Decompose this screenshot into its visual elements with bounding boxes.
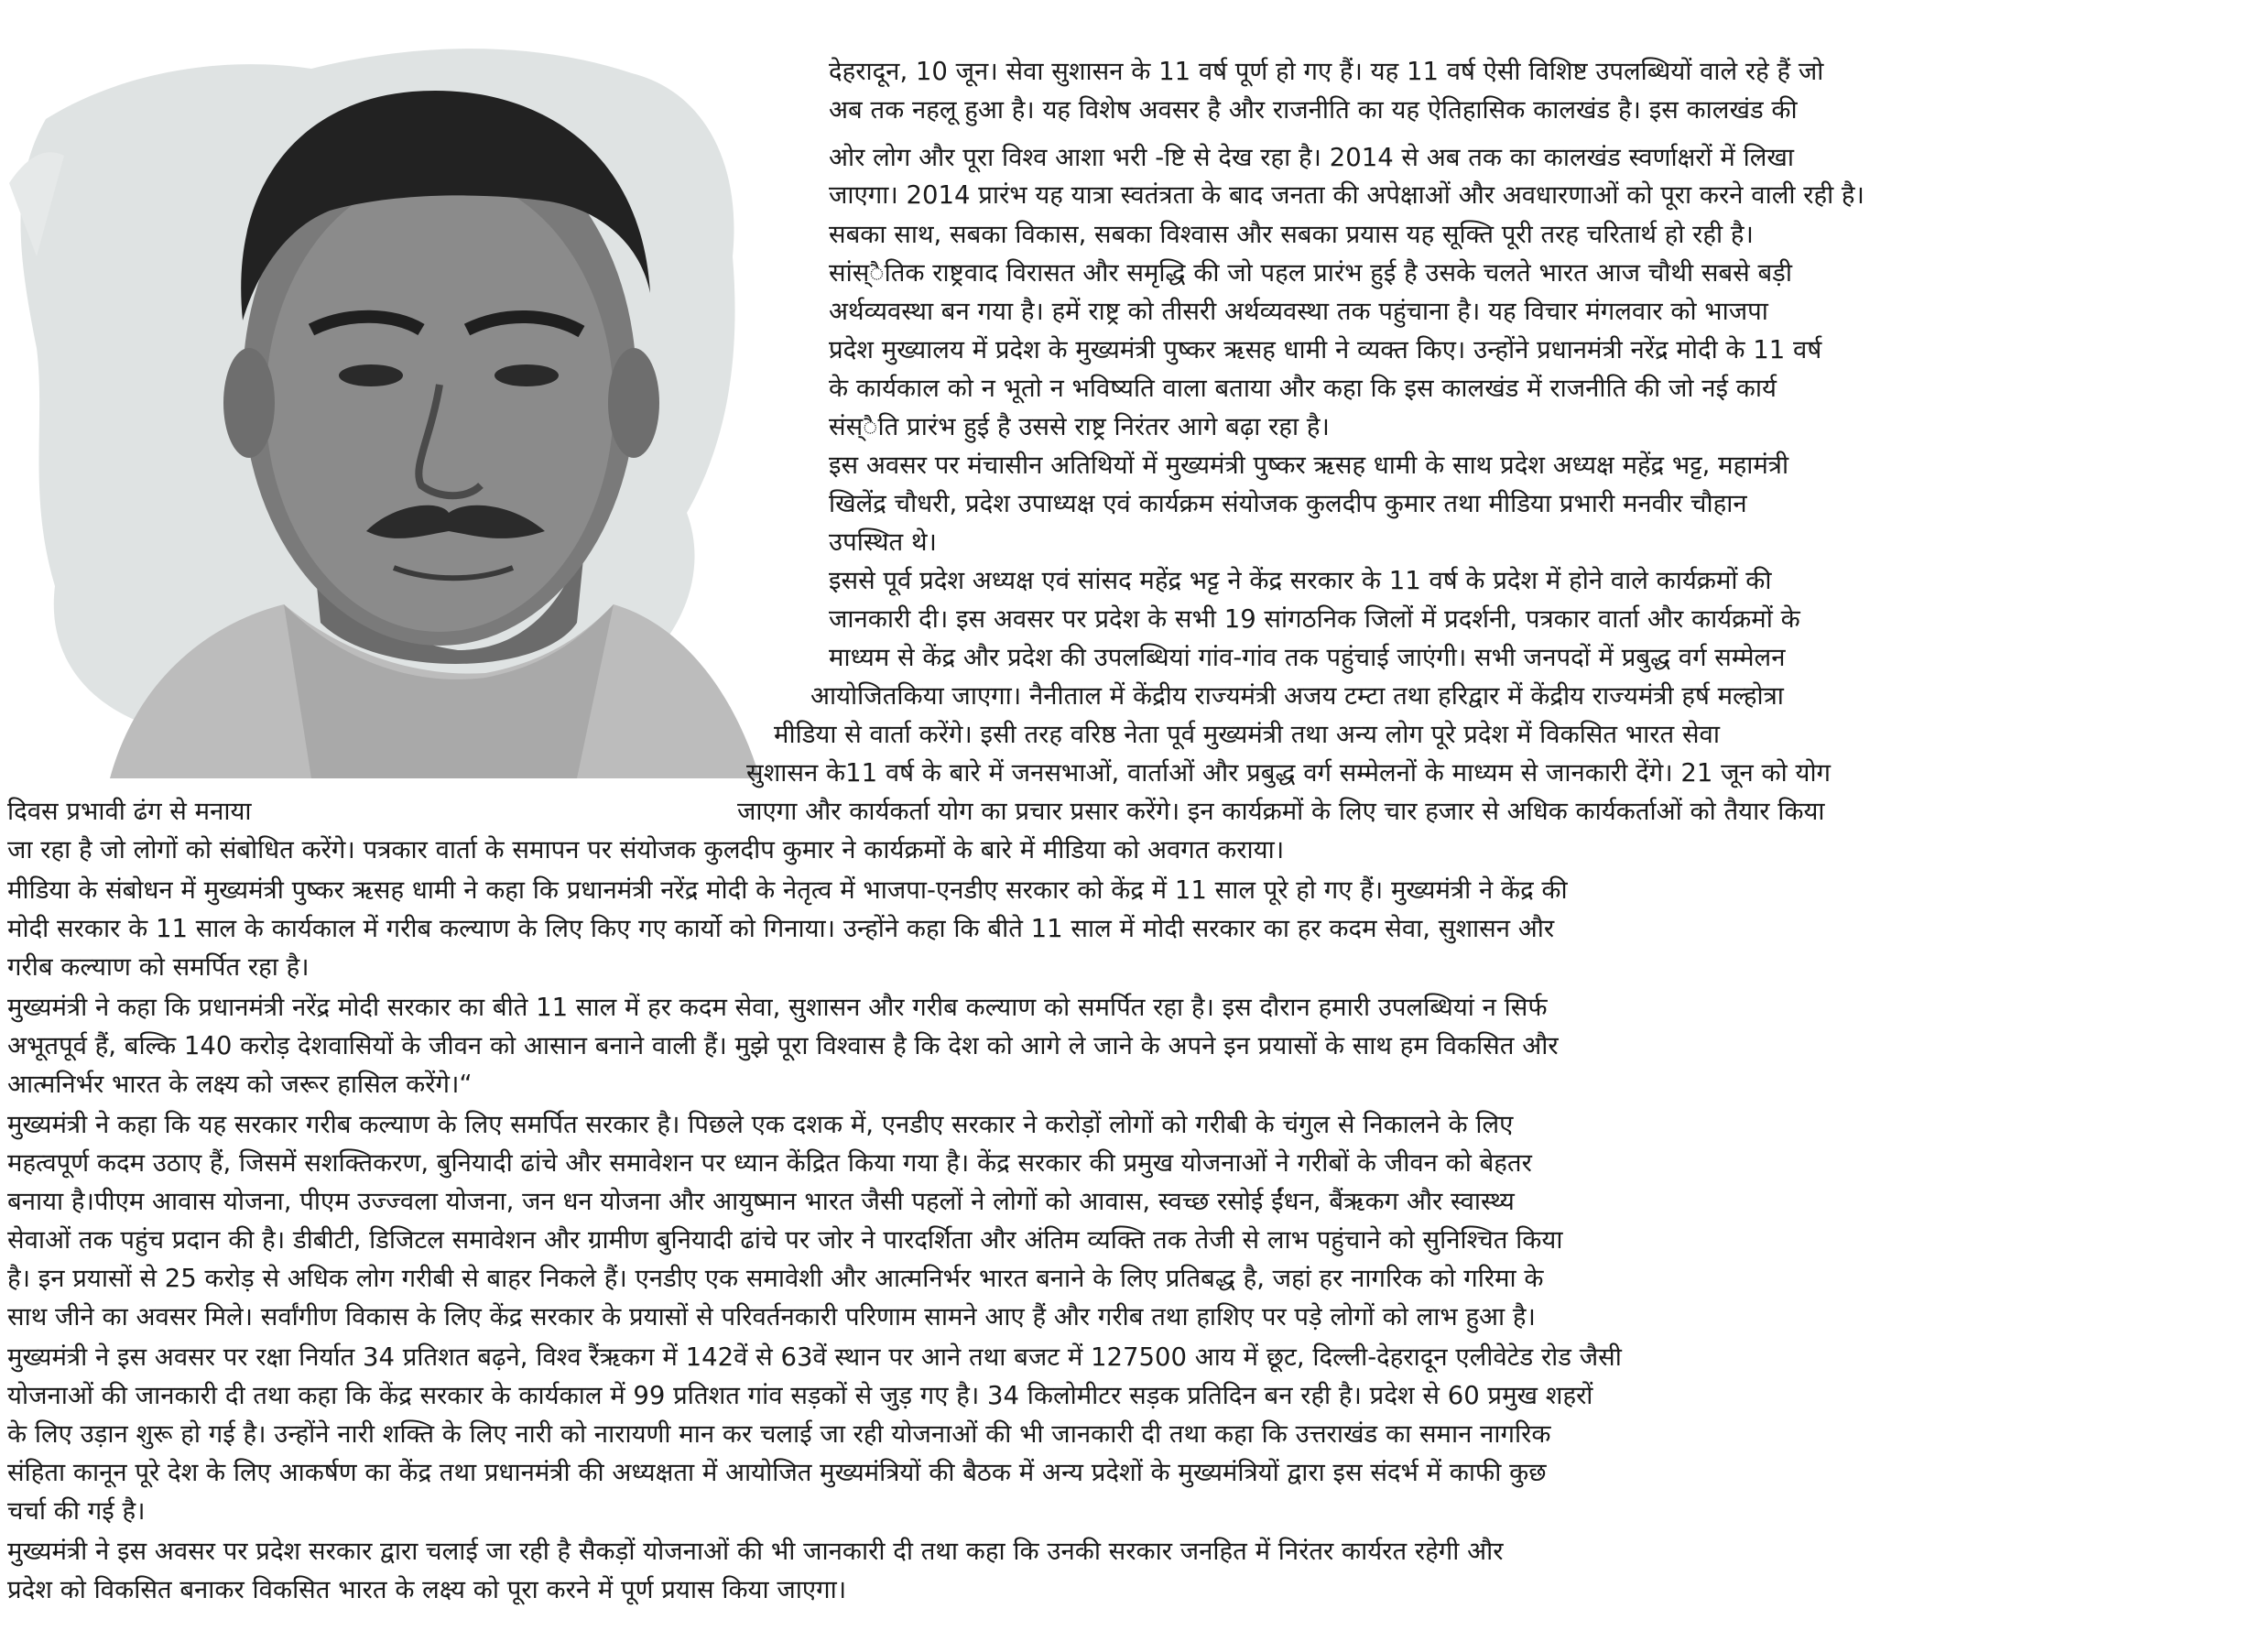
article-line: अर्थव्यवस्था बन गया है। हमें राष्ट्र को तीसरी अर्थव्यवस्था तक पहुंचाना है। यह विचार मंगलवार को भाजपा — [829, 297, 1768, 326]
article-line: प्रदेश मुख्यालय में प्रदेश के मुख्यमंत्री पुष्कर ऋसह धामी ने व्यक्त किए। उन्होंने प्रधानमंत्री नरेंद्र मोदी के 11 वर्ष — [829, 335, 1822, 364]
article-line: संहिता कानून पूरे देश के लिए आकर्षण का केंद्र तथा प्रधानमंत्री की अध्यक्षता में आयोजित मुख्यमंत्रियों की बैठक में अन्य प्रदेशों के मुख्यमंत्रियों द्वारा इस संदर्भ में काफी कुछ — [7, 1458, 1547, 1487]
article-line: इससे पूर्व प्रदेश अध्यक्ष एवं सांसद महेंद्र भट्ट ने केंद्र सरकार के 11 वर्ष के प्रदेश में होने वाले कार्यक्रमों की — [829, 566, 1772, 595]
article-line: मुख्यमंत्री ने इस अवसर पर रक्षा निर्यात 34 प्रतिशत बढ़ने, विश्व रैंऋकग में 142वें से 63वें स्थान पर आने तथा बजट में 127500 आय में छूट, दिल्ली-देहरादून एलीवेटेड रोड जैसी — [7, 1342, 1622, 1372]
article-line: है। इन प्रयासों से 25 करोड़ से अधिक लोग गरीबी से बाहर निकले हैं। एनडीए एक समावेशी और आत्मनिर्भर भारत बनाने के लिए प्रतिबद्ध है, जहां हर नागरिक को गरिमा के — [7, 1264, 1544, 1293]
article-line: देहरादून, 10 जून। सेवा सुशासन के 11 वर्ष पूर्ण हो गए हैं। यह 11 वर्ष ऐसी विशिष्ट उपलब्धियों वाले रहे हैं जो — [829, 57, 1824, 86]
article-line: मीडिया के संबोधन में मुख्यमंत्री पुष्कर ऋसह धामी ने कहा कि प्रधानमंत्री नरेंद्र मोदी के नेतृत्व में भाजपा-एनडीए सरकार को केंद्र में 11 साल पूरे हो गए हैं। मुख्यमंत्री ने केंद्र की — [7, 875, 1568, 905]
article-line: जा रहा है जो लोगों को संबोधित करेंगे। पत्रकार वार्ता के समापन पर संयोजक कुलदीप कुमार ने कार्यक्रमों के बारे में मीडिया को अवगत कराया। — [7, 835, 1285, 864]
article-line: दिवस प्रभावी ढंग से मनाया — [7, 797, 252, 826]
article-line: इस अवसर पर मंचासीन अतिथियों में मुख्यमंत्री पुष्कर ऋसह धामी के साथ प्रदेश अध्यक्ष महेंद्र भट्ट, महामंत्री — [829, 451, 1789, 480]
article-line: मीडिया से वार्ता करेंगे। इसी तरह वरिष्ठ नेता पूर्व मुख्यमंत्री तथा अन्य लोग पूरे प्रदेश में विकसित भारत सेवा — [774, 720, 1720, 749]
article-line: गरीब कल्याण को समर्पित रहा है। — [7, 952, 310, 982]
article-line: बनाया है।पीएम आवास योजना, पीएम उज्ज्वला योजना, जन धन योजना और आयुष्मान भारत जैसी पहलों ने लोगों को आवास, स्वच्छ रसोई ईंधन, बैंऋकग और स्वास्थ्य — [7, 1187, 1515, 1216]
article-line: आयोजितकिया जाएगा। नैनीताल में केंद्रीय राज्यमंत्री अजय टम्टा तथा हरिद्वार में केंद्रीय राज्यमंत्री हर्ष मल्होत्रा — [810, 681, 1784, 711]
article-line: उपस्थित थे। — [829, 527, 937, 557]
article-line: योजनाओं की जानकारी दी तथा कहा कि केंद्र सरकार के कार्यकाल में 99 प्रतिशत गांव सड़कों से जुड़ गए है। 34 किलोमीटर सड़क प्रतिदिन बन रही है। प्रदेश से 60 प्रमुख शहरों — [7, 1381, 1593, 1410]
article-line: सेवाओं तक पहुंच प्रदान की है। डीबीटी, डिजिटल समावेशन और ग्रामीण बुनियादी ढांचे पर जोर ने पारदर्शिता और अंतिम व्यक्ति तक तेजी से लाभ पहुंचाने को सुनिश्चित किया — [7, 1225, 1563, 1255]
article-line: प्रदेश को विकसित बनाकर विकसित भारत के लक्ष्य को पूरा करने में पूर्ण प्रयास किया जाएगा। — [7, 1575, 847, 1604]
article-line: ओर लोग और पूरा विश्व आशा भरी -ष्टि से देख रहा है। 2014 से अब तक का कालखंड स्वर्णाक्षरों में लिखा — [829, 143, 1794, 172]
article-line: मुख्यमंत्री ने कहा कि प्रधानमंत्री नरेंद्र मोदी सरकार का बीते 11 साल में हर कदम सेवा, सुशासन और गरीब कल्याण को समर्पित रहा है। इस दौरान हमारी उपलब्धियां न सिर्फ — [7, 993, 1548, 1022]
article-line: अब तक नहलू हुआ है। यह विशेष अवसर है और राजनीति का यह ऐतिहासिक कालखंड है। इस कालखंड की — [829, 95, 1798, 125]
article-line: के लिए उड़ान शुरू हो गई है। उन्होंने नारी शक्ति के लिए नारी को नारायणी मान कर चलाई जा रही योजनाओं की भी जानकारी दी तथा कहा कि उत्तराखंड का समान नागरिक — [7, 1419, 1551, 1449]
article-line: मुख्यमंत्री ने इस अवसर पर प्रदेश सरकार द्वारा चलाई जा रही है सैकड़ों योजनाओं की भी जानकारी दी तथा कहा कि उनकी सरकार जनहित में निरंतर कार्यरत रहेगी और — [7, 1537, 1504, 1566]
article-line: जानकारी दी। इस अवसर पर प्रदेश के सभी 19 सांगठनिक जिलों में प्रदर्शनी, पत्रकार वार्ता और कार्यक्रमों के — [829, 604, 1800, 634]
article-line: मुख्यमंत्री ने कहा कि यह सरकार गरीब कल्याण के लिए समर्पित सरकार है। पिछले एक दशक में, एनडीए सरकार ने करोड़ों लोगों को गरीबी के चंगुल से निकालने के लिए — [7, 1110, 1514, 1139]
article-line: अभूतपूर्व हैं, बल्कि 140 करोड़ देशवासियों के जीवन को आसान बनाने वाली हैं। मुझे पूरा विश्वास है कि देश को आगे ले जाने के अपने इन प्रयासों के साथ हम विकसित और — [7, 1031, 1559, 1060]
article-line: मोदी सरकार के 11 साल के कार्यकाल में गरीब कल्याण के लिए किए गए कार्यो को गिनाया। उन्होंने कहा कि बीते 11 साल में मोदी सरकार का हर कदम सेवा, सुशासन और — [7, 914, 1555, 943]
article-line: साथ जीने का अवसर मिले। सर्वांगीण विकास के लिए केंद्र सरकार के प्रयासों से परिवर्तनकारी परिणाम सामने आए हैं और गरीब तथा हाशिए पर पड़े लोगों को लाभ हुआ है। — [7, 1302, 1536, 1331]
photo-image — [9, 18, 797, 778]
article-line: चर्चा की गई है। — [7, 1496, 146, 1526]
article-line: आत्मनिर्भर भारत के लक्ष्य को जरूर हासिल करेंगे।“ — [7, 1070, 473, 1099]
article-line: के कार्यकाल को न भूतो न भविष्यति वाला बताया और कहा कि इस कालखंड में राजनीति की जो नई कार्य — [829, 374, 1777, 403]
article-line: जाएगा। 2014 प्रारंभ यह यात्रा स्वतंत्रता के बाद जनता की अपेक्षाओं और अवधारणाओं को पूरा करने वाली रही है। — [829, 180, 1864, 210]
article-line: जाएगा और कार्यकर्ता योग का प्रचार प्रसार करेंगे। इन कार्यक्रमों के लिए चार हजार से अधिक कार्यकर्ताओं को तैयार किया — [737, 797, 1825, 826]
article-line: सांस्ैतिक राष्ट्रवाद विरासत और समृद्धि की जो पहल प्रारंभ हुई है उसके चलते भारत आज चौथी सबसे बड़ी — [829, 258, 1793, 288]
portrait-photo — [9, 18, 797, 778]
article-line: महत्वपूर्ण कदम उठाए हैं, जिसमें सशक्तिकरण, बुनियादी ढांचे और समावेशन पर ध्यान केंद्रित किया गया है। केंद्र सरकार की प्रमुख योजनाओं ने गरीबों के जीवन को बेहतर — [7, 1148, 1532, 1178]
article-line: खिलेंद्र चौधरी, प्रदेश उपाध्यक्ष एवं कार्यक्रम संयोजक कुलदीप कुमार तथा मीडिया प्रभारी मनवीर चौहान — [829, 489, 1747, 518]
article-line: संस्ैति प्रारंभ हुई है उससे राष्ट्र निरंतर आगे बढ़ा रहा है। — [829, 412, 1330, 441]
article-line: माध्यम से केंद्र और प्रदेश की उपलब्धियां गांव-गांव तक पहुंचाई जाएंगी। सभी जनपदों में प्रबुद्ध वर्ग सम्मेलन — [829, 643, 1786, 672]
article-line: सुशासन के11 वर्ष के बारे में जनसभाओं, वार्ताओं और प्रबुद्ध वर्ग सम्मेलनों के माध्यम से जानकारी देंगे। 21 जून को योग — [746, 758, 1832, 788]
article-line: सबका साथ, सबका विकास, सबका विश्वास और सबका प्रयास यह सूक्ति पूरी तरह चरितार्थ हो रही है। — [829, 220, 1754, 249]
